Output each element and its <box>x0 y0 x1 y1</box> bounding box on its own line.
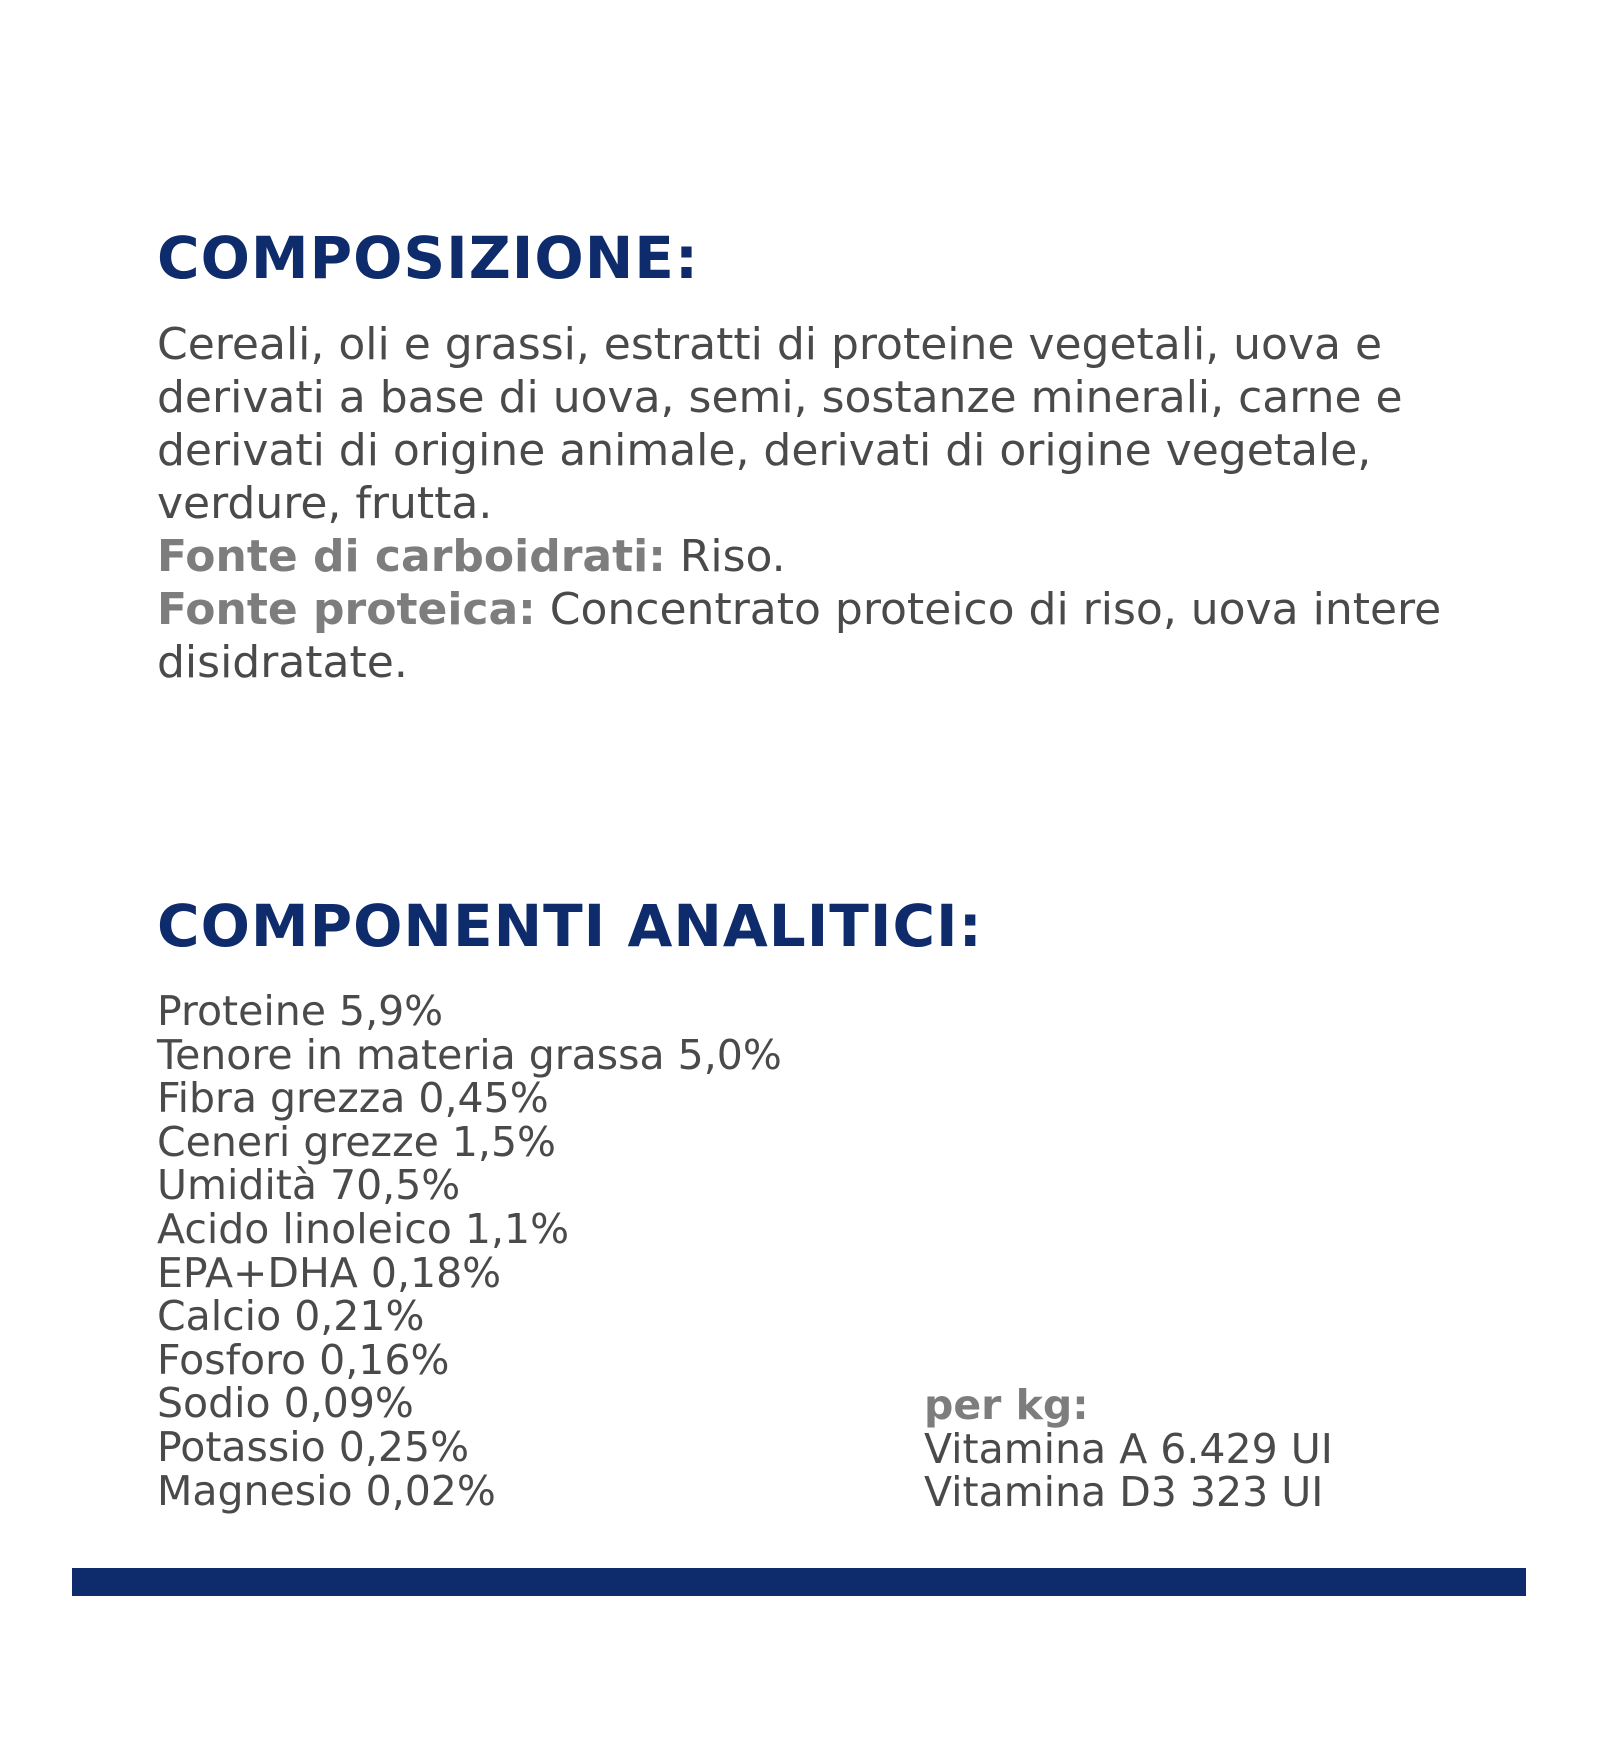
analytical-item: Sodio 0,09% <box>157 1379 414 1428</box>
carb-source-line <box>157 530 1497 583</box>
vitamin-item: Vitamina D3 323 UI <box>924 1468 1324 1517</box>
analytical-item: Ceneri grezze 1,5% <box>157 1117 557 1166</box>
ingredients-text: Cereali, oli e grassi, estratti di proteine vegetali, uova e derivati a base di uova, semi, sostanze minerali, carne e derivati di origine animale, derivati di origine vegetale, verdure, frutta. <box>157 319 1403 529</box>
carb-source-value: Riso. <box>665 531 786 582</box>
vitamin-item: Vitamina A 6.429 UI <box>924 1424 1333 1473</box>
protein-source-value: Concentrato proteico di riso, uova intere disidratate. <box>157 584 1442 688</box>
analytical-item: Fosforo 0,16% <box>157 1335 450 1384</box>
analytical-list <box>157 987 782 1515</box>
analytical-title: COMPONENTI ANALITICI: <box>157 892 983 960</box>
analytical-item: Umidità 70,5% <box>157 1161 461 1210</box>
bottom-divider-bar <box>72 1568 1526 1596</box>
analytical-item: Magnesio 0,02% <box>157 1466 496 1515</box>
analytical-item: Acido linoleico 1,1% <box>157 1204 570 1253</box>
analytical-item: Potassio 0,25% <box>157 1422 470 1471</box>
protein-source-line <box>157 583 1497 689</box>
composition-body <box>157 318 1497 689</box>
carb-source-label: Fonte di carboidrati: <box>157 531 666 582</box>
analytical-item: EPA+DHA 0,18% <box>157 1248 502 1297</box>
protein-source-label: Fonte proteica: <box>157 584 536 635</box>
analytical-item: Calcio 0,21% <box>157 1292 425 1341</box>
analytical-item: Tenore in materia grassa 5,0% <box>157 1030 782 1079</box>
analytical-item: Fibra grezza 0,45% <box>157 1074 549 1123</box>
per-kg-label: per kg: <box>924 1381 1089 1429</box>
per-kg-block <box>924 1381 1333 1517</box>
analytical-item: Proteine 5,9% <box>157 987 444 1035</box>
composition-title: COMPOSIZIONE: <box>157 224 700 292</box>
